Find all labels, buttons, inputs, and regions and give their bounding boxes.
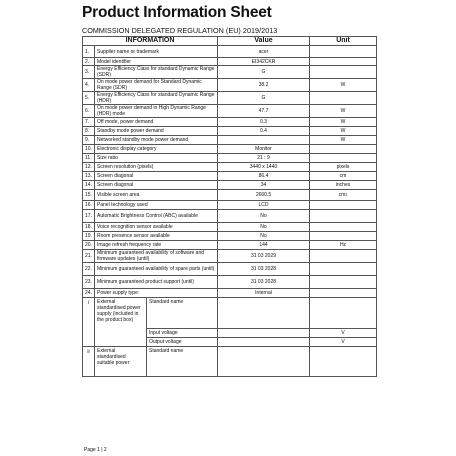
row-value: EI342CKR: [218, 58, 310, 66]
row-description: Screen resolution (pixels): [95, 163, 218, 172]
table-row: [83, 172, 377, 181]
row-value: LCD: [218, 201, 310, 210]
row-number: 12.: [83, 163, 95, 172]
table-row: [83, 241, 377, 250]
row-number: 18.: [83, 223, 95, 232]
row-description: Minimum guaranteed product support (until): [95, 276, 218, 289]
table-row: [83, 276, 377, 289]
row-description: Supplier name or trademark: [95, 46, 218, 58]
unit-text: W: [340, 82, 346, 88]
row-unit: [310, 66, 377, 79]
row-description: Screen diagonal: [95, 172, 218, 181]
row-unit: [310, 201, 377, 210]
unit-text: inches: [335, 182, 351, 188]
row-unit: [310, 263, 377, 276]
table-row: [83, 163, 377, 172]
row-unit: [310, 46, 377, 58]
row-number: 3.: [83, 66, 95, 79]
row-description: Energy Efficiency Class for standard Dynamic Range (SDR): [95, 66, 218, 79]
row-number: 17.: [83, 210, 95, 223]
row-number: 15.: [83, 190, 95, 201]
power-supply-value: [218, 329, 310, 338]
table-row: [83, 181, 377, 190]
row-description: Voice recognition sensor available: [95, 223, 218, 232]
row-unit: [310, 105, 377, 118]
table-row: [83, 66, 377, 79]
row-number: 8.: [83, 127, 95, 136]
row-description: Size ratio: [95, 154, 218, 163]
row-unit: [310, 210, 377, 223]
table-row: [83, 289, 377, 298]
sheet-title: Product Information Sheet: [82, 4, 272, 21]
power-supply-description-text: External standardised suitable power: [95, 347, 147, 376]
row-description: Power supply type:: [95, 289, 218, 298]
row-value: 86.4: [218, 172, 310, 181]
row-number: 16.: [83, 201, 95, 210]
row-value: G: [218, 66, 310, 79]
row-unit: [310, 223, 377, 232]
table-row: [83, 58, 377, 66]
row-unit: [310, 127, 377, 136]
row-unit: [310, 58, 377, 66]
row-number: 23.: [83, 276, 95, 289]
product-information-sheet: [82, 0, 376, 456]
row-description: Screen diagonal: [95, 181, 218, 190]
row-value: Internal: [218, 289, 310, 298]
row-value: No: [218, 232, 310, 241]
row-number: 9.: [83, 136, 95, 145]
unit-superscript: 2: [345, 193, 348, 197]
table-row: [83, 263, 377, 276]
row-description: Model identifier: [95, 58, 218, 66]
row-value: 31 03 2028: [218, 276, 310, 289]
table-body: [83, 46, 377, 377]
row-description: Automatic Brightness Control (ABC) available: [95, 210, 218, 223]
row-number: 6.: [83, 105, 95, 118]
row-value: 31 03 2028: [218, 263, 310, 276]
row-description: Panel technology used: [95, 201, 218, 210]
row-value: G: [218, 92, 310, 105]
information-header: INFORMATION: [83, 37, 218, 46]
row-value: 34: [218, 181, 310, 190]
row-value: 21 : 9: [218, 154, 310, 163]
row-value: No: [218, 223, 310, 232]
row-description: Off mode, power demand: [95, 118, 218, 127]
table-row: [83, 154, 377, 163]
power-supply-unit: V: [310, 338, 377, 347]
table-row: [83, 232, 377, 241]
power-supply-subrow-name: Standard name: [149, 348, 184, 354]
row-value: 0.3: [218, 118, 310, 127]
power-supply-description: [95, 347, 218, 377]
table-row: [83, 118, 377, 127]
row-value: 0.4: [218, 127, 310, 136]
row-description: On mode power demand in High Dynamic Range (HDR) mode: [95, 105, 218, 118]
table-row: [83, 136, 377, 145]
unit-text: Hz: [339, 242, 347, 248]
power-supply-value: [218, 298, 310, 329]
row-description: Networked standby mode power demand: [95, 136, 218, 145]
row-number: 19.: [83, 232, 95, 241]
row-number: 7.: [83, 118, 95, 127]
row-number: 24.: [83, 289, 95, 298]
table-row: [83, 105, 377, 118]
power-supply-value: [218, 338, 310, 347]
row-unit: [310, 232, 377, 241]
row-number: 21.: [83, 250, 95, 263]
table-header-row: [83, 37, 377, 46]
row-unit: [310, 136, 377, 145]
row-number: 13.: [83, 172, 95, 181]
table-row: [83, 79, 377, 92]
row-unit: [310, 118, 377, 127]
row-unit: [310, 92, 377, 105]
row-unit: [310, 172, 377, 181]
unit-text: pixels: [336, 164, 350, 170]
row-number: 1.: [83, 46, 95, 58]
power-supply-row: [83, 298, 377, 329]
row-description: Visible screen area: [95, 190, 218, 201]
row-unit: [310, 190, 377, 201]
power-supply-item-label: i: [83, 298, 95, 347]
row-number: 10.: [83, 145, 95, 154]
power-supply-subrow-name: Input voltage: [147, 329, 217, 338]
table-row: [83, 250, 377, 263]
row-description: Image refresh frequency rate: [95, 241, 218, 250]
row-unit: [310, 241, 377, 250]
row-description: Minimum guaranteed availability of spare parts (until): [95, 263, 218, 276]
row-number: 22.: [83, 263, 95, 276]
row-unit: [310, 145, 377, 154]
power-supply-subrow-name: Output voltage: [149, 339, 182, 345]
table-row: [83, 190, 377, 201]
row-description: Energy Efficiency Class for standard Dynamic Range (HDR): [95, 92, 218, 105]
row-description: Standby mode power demand: [95, 127, 218, 136]
unit-text: cm: [339, 173, 347, 179]
unit-header: Unit: [310, 37, 377, 46]
power-supply-subrow-name: Standard name: [147, 298, 217, 329]
power-supply-unit: V: [310, 329, 377, 338]
row-unit: [310, 154, 377, 163]
unit-text: W: [340, 108, 346, 114]
table-row: [83, 223, 377, 232]
power-supply-row: [83, 347, 377, 377]
row-value: 47.7: [218, 105, 310, 118]
row-description: On mode power demand for Standard Dynamic Range (SDR): [95, 79, 218, 92]
row-description: Electronic display category: [95, 145, 218, 154]
table-row: [83, 145, 377, 154]
row-number: 4.: [83, 79, 95, 92]
row-value: No: [218, 210, 310, 223]
row-number: 20.: [83, 241, 95, 250]
row-unit: [310, 181, 377, 190]
table-row: [83, 92, 377, 105]
row-value: Monitor: [218, 145, 310, 154]
unit-text: W: [340, 137, 346, 143]
row-description: Room presence sensor available: [95, 232, 218, 241]
unit-text: cm: [338, 192, 346, 198]
row-value: 38.2: [218, 79, 310, 92]
value-header: Value: [218, 37, 310, 46]
row-number: 11.: [83, 154, 95, 163]
power-supply-unit: [310, 347, 377, 377]
row-description: Minimum guaranteed availability of software and firmware updates (until): [95, 250, 218, 263]
row-number: 5.: [83, 92, 95, 105]
regulation-subtitle: COMMISSION DELEGATED REGULATION (EU) 2019/2013: [82, 26, 278, 35]
unit-text: W: [340, 128, 346, 134]
power-supply-item-label: ii: [83, 347, 95, 377]
row-value: 31 03 2029: [218, 250, 310, 263]
power-supply-description-text: External standardised power supply (included in the product box): [95, 298, 147, 346]
table-row: [83, 201, 377, 210]
row-unit: [310, 79, 377, 92]
power-supply-unit: [310, 298, 377, 329]
row-value: [218, 136, 310, 145]
page-number: Page 1 | 2: [84, 447, 107, 453]
table-row: [83, 127, 377, 136]
table-row: [83, 46, 377, 58]
specification-table: [82, 36, 377, 377]
row-value: 3440 x 1440: [218, 163, 310, 172]
row-value: 2660.5: [218, 190, 310, 201]
unit-text: W: [340, 119, 346, 125]
row-number: 2.: [83, 58, 95, 66]
row-unit: [310, 276, 377, 289]
row-unit: [310, 163, 377, 172]
row-value: 144: [218, 241, 310, 250]
table-row: [83, 210, 377, 223]
row-number: 14.: [83, 181, 95, 190]
row-unit: [310, 250, 377, 263]
power-supply-value: [218, 347, 310, 377]
row-unit: [310, 289, 377, 298]
row-value: acer: [218, 46, 310, 58]
power-supply-description: [95, 298, 218, 347]
